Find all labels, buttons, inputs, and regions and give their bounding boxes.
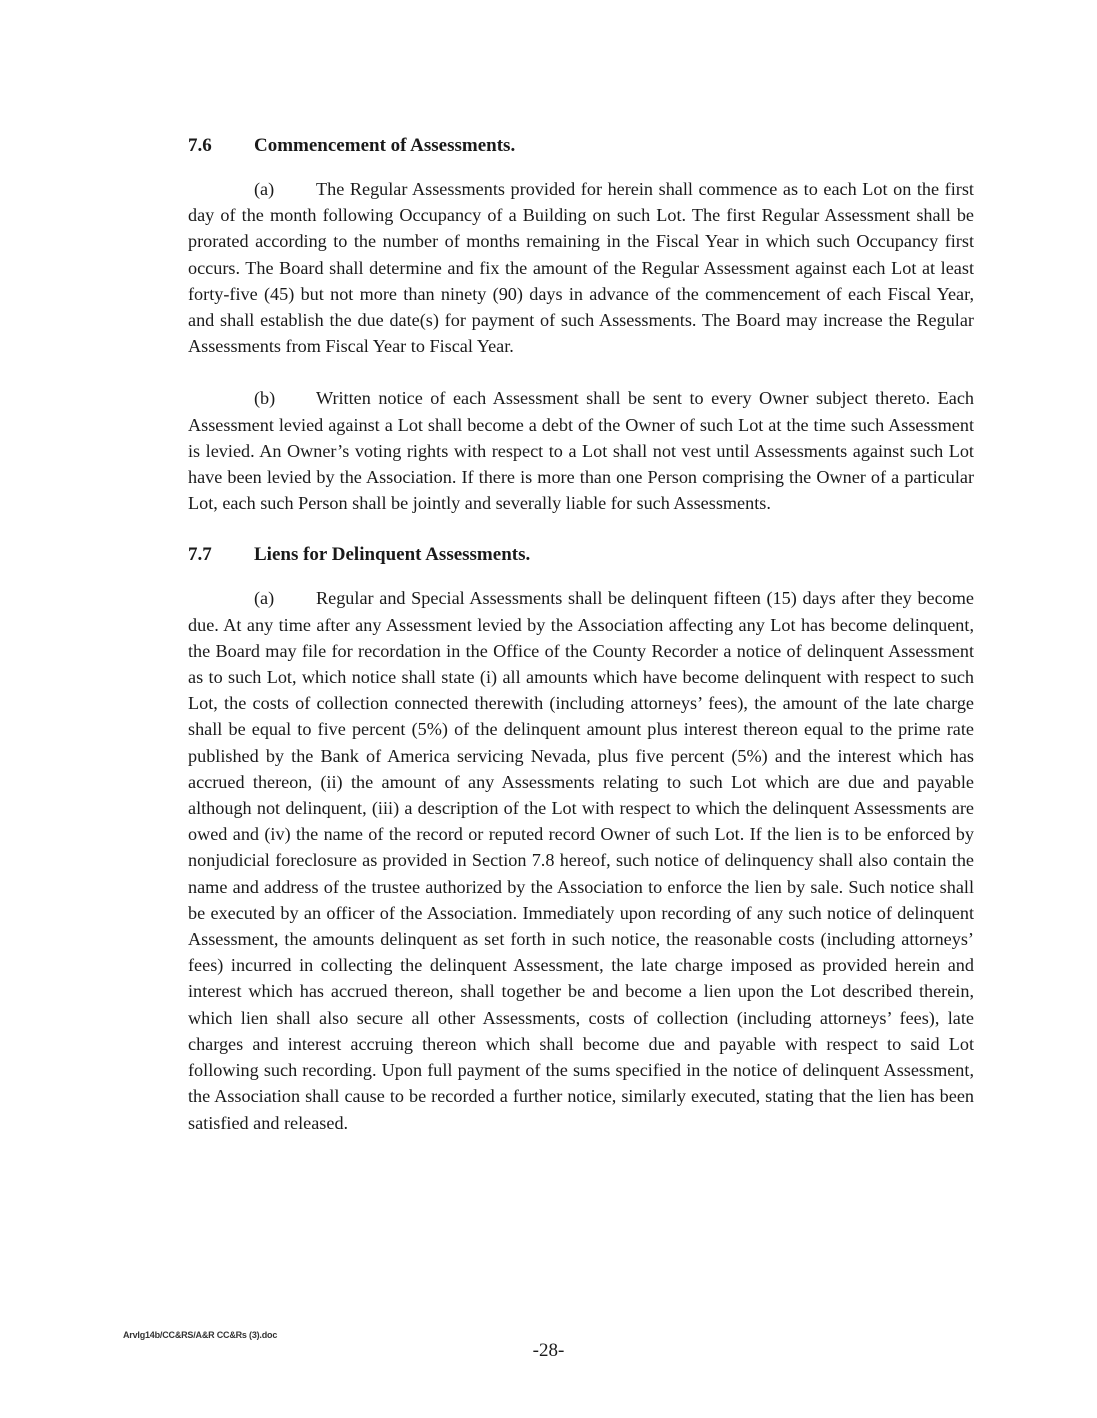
paragraph-text: Regular and Special Assessments shall be delinquent fifteen (15) days after they become due. At any time after any Assessment levied by the Association affecting any Lot has become delinquent, the Board may file for recordation in the Office of the County Recorder a notice of delinquent Assessment as to such Lot, which notice shall state (i) all amounts which have become delinquent with respect to such Lot, the costs of collection connected therewith (including attorneys’ fees), the amount of the late charge shall be equal to five percent (5%) of the delinquent amount plus interest thereon equal to the prime rate published by the Bank of America servicing Nevada, plus five percent (5%) and the interest which has accrued thereon, (ii) the amount of any Assessments relating to such Lot which are due and payable although not delinquent, (iii) a description of the Lot with respect to which the delinquent Assessments are owed and (iv) the name of the record or reputed record Owner of such Lot. If the lien is to be enforced by nonjudicial foreclosure as provided in Section 7.8 hereof, such notice of delinquency shall also contain the name and address of the trustee authorized by the Association to enforce the lien by sale. Such notice shall be executed by an officer of the Association. Immediately upon recording of any such notice of delinquent Assessment, the amounts delinquent as set forth in such notice, the reasonable costs (including attorneys’ fees) incurred in collecting the delinquent Assessment, the late charge imposed as provided herein and interest which has accrued thereon, shall together be and become a lien upon the Lot described therein, which lien shall also secure all other Assessments, costs of collection (including attorneys’ fees), late charges and interest accruing thereon which shall become due and payable with respect to said Lot following such recording. Upon full payment of the sums specified in the notice of delinquent Assessment, the Association shall cause to be recorded a further notice, similarly executed, stating that the lien has been satisfied and released. xyxy=(188,588,974,1133)
document-file-path: Arvlg14b/CC&RS/A&R CC&Rs (3).doc xyxy=(123,1330,278,1340)
page-number: -28- xyxy=(532,1340,565,1361)
paragraph-text: The Regular Assessments provided for herein shall commence as to each Lot on the first day of the month following Occupancy of a Building on such Lot. The first Regular Assessment shall be prorated according to the number of months remaining in the Fiscal Year in which such Occupancy first occurs. The Board shall determine and fix the amount of the Regular Assessment against each Lot at least forty-five (45) but not more than ninety (90) days in advance of the commencement of each Fiscal Year, and shall establish the due date(s) for payment of such Assessments. The Board may increase the Regular Assessments from Fiscal Year to Fiscal Year. xyxy=(188,179,974,357)
paragraph-text: Written notice of each Assessment shall be sent to every Owner subject thereto. Each Assessment levied against a Lot shall become a debt of the Owner of such Lot at the time such Assessment is levied. An Owner’s voting rights with respect to a Lot shall not vest until Assessments against such Lot have been levied by the Association. If there is more than one Person comprising the Owner of a particular Lot, each such Person shall be jointly and severally liable for such Assessments. xyxy=(188,388,974,514)
section-heading-7-7 xyxy=(188,542,974,568)
section-heading-7-6 xyxy=(188,133,974,159)
section-number: 7.7 xyxy=(188,544,212,566)
section-number: 7.6 xyxy=(188,135,212,156)
paragraph-7-6-a xyxy=(188,176,974,359)
paragraph-label: (b) xyxy=(254,388,276,409)
section-title: Commencement of Assessments. xyxy=(254,135,516,156)
section-title: Liens for Delinquent Assessments. xyxy=(254,544,531,566)
document-body xyxy=(188,133,974,1162)
paragraph-7-6-b xyxy=(188,385,974,516)
paragraph-label: (a) xyxy=(254,588,275,609)
paragraph-label: (a) xyxy=(254,179,275,199)
paragraph-7-7-a xyxy=(188,585,974,1135)
